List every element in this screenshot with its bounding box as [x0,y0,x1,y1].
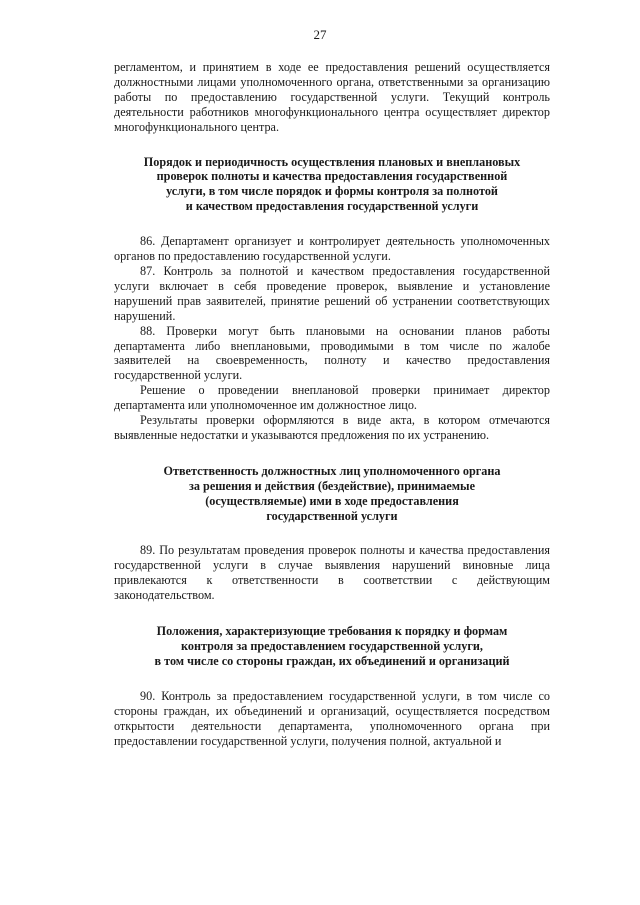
paragraph-88: 88. Проверки могут быть плановыми на основании планов работы департамента либо внеплановыми, проводимыми в том числе по жалобе заявителей на своевременность, полноту и качество предоставления государственной услуги. [114,323,550,383]
section-heading-inspections [114,155,550,215]
heading-line: Порядок и периодичность осуществления плановых и внеплановых [143,154,521,169]
heading-line: и качеством предоставления государственной услуги [185,199,479,214]
heading-line: проверок полноты и качества предоставления государственной [156,169,508,184]
paragraph-86: 86. Департамент организует и контролирует деятельность уполномоченных органов по предоставлению государственной услуги. [114,234,550,264]
paragraph-unscheduled-decision: Решение о проведении внеплановой проверки принимает директор департамента или уполномоченное им должностное лицо. [114,383,550,413]
heading-line: Ответственность должностных лиц уполномоченного органа [163,463,501,478]
heading-line: за решения и действия (бездействие), принимаемые [189,478,475,493]
paragraph-continuation: регламентом, и принятием в ходе ее предоставления решений осуществляется должностными лицами уполномоченного органа, ответственными за организацию работы по предоставлению государственной услуги. Текущий контроль деятельности работников многофункционального центра осуществляет директор многофункционального центра. [114,60,550,134]
document-body [114,60,550,748]
page-number: 27 [313,27,327,42]
heading-line: (осуществляемые) ими в ходе предоставления [205,493,459,508]
paragraph-87: 87. Контроль за полнотой и качеством предоставления государственной услуги включает в себя проведение проверок, выявление и установление нарушений прав заявителей, принятие решений об устранении соответствующих нарушений. [114,263,550,323]
paragraph-inspection-results: Результаты проверки оформляются в виде акта, в котором отмечаются выявленные недостатки и указываются предложения по их устранению. [114,413,550,442]
heading-line: услуги, в том числе порядок и формы контроля за полнотой [166,184,498,199]
heading-line: государственной услуги [266,508,398,523]
heading-line: в том числе со стороны граждан, их объединений и организаций [154,653,510,668]
section-heading-responsibility [114,464,550,524]
paragraph-89: 89. По результатам проведения проверок полноты и качества предоставления государственной услуги в случае выявления нарушений виновные лица привлекаются к ответственности в соответствии с действующим законодательством. [114,543,550,603]
heading-line: Положения, характеризующие требования к порядку и формам [156,624,508,639]
heading-line: контроля за предоставлением государственной услуги, [181,639,483,653]
paragraph-90: 90. Контроль за предоставлением государственной услуги, в том числе со стороны граждан, их объединений и организаций, осуществляется посредством открытости деятельности департамента, уполномоченного органа при предоставлении государственной услуги, получения полной, актуальной и [114,688,550,748]
section-heading-control-requirements [114,624,550,669]
